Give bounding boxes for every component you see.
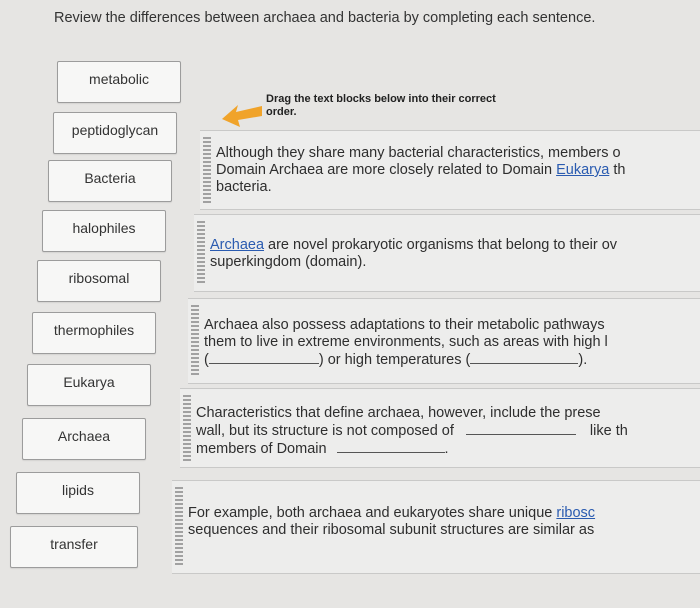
drag-handle-icon[interactable]	[191, 305, 199, 377]
word-block-bacteria[interactable]: Bacteria	[48, 160, 172, 202]
drag-handle-icon[interactable]	[197, 221, 205, 285]
word-block-halophiles[interactable]: halophiles	[42, 210, 166, 252]
blank-bacteria-field[interactable]	[337, 440, 445, 453]
word-block-eukarya[interactable]: Eukarya	[27, 364, 151, 406]
blank-thermophiles-field[interactable]	[470, 351, 578, 364]
word-block-ribosomal[interactable]: ribosomal	[37, 260, 161, 302]
word-block-thermophiles[interactable]: thermophiles	[32, 312, 156, 354]
sentence-block-3[interactable]: Archaea also possess adaptations to their metabolic pathways them to live in extreme environments, such as areas with high l ( ) or high temperatures ( ).	[188, 298, 700, 384]
drag-hint: Drag the text blocks below into their correct order.	[266, 93, 496, 118]
word-block-peptidoglycan[interactable]: peptidoglycan	[53, 112, 177, 154]
blank-peptidoglycan-field[interactable]	[466, 422, 576, 435]
drag-handle-icon[interactable]	[203, 137, 211, 203]
archaea-link[interactable]: Archaea	[210, 237, 265, 253]
drag-handle-icon[interactable]	[175, 487, 183, 567]
arrow-left-icon	[220, 99, 264, 129]
sentence-block-5[interactable]: For example, both archaea and eukaryotes share unique ribosc sequences and their ribosomal subunit structures are similar as	[172, 480, 700, 574]
word-block-metabolic[interactable]: metabolic	[57, 61, 181, 103]
ribosomal-link[interactable]: ribosc	[556, 505, 596, 521]
blank-halophiles-field[interactable]	[209, 351, 319, 364]
instruction-text: Review the differences between archaea and bacteria by completing each sentence.	[54, 10, 596, 26]
sentence-block-4[interactable]: Characteristics that define archaea, however, include the prese wall, but its structure is not composed of like th members of Domain .	[180, 388, 700, 468]
drag-handle-icon[interactable]	[183, 395, 191, 461]
word-block-transfer[interactable]: transfer	[10, 526, 138, 568]
sentence-block-1[interactable]: Although they share many bacterial characteristics, members o Domain Archaea are more closely related to Domain Eukarya th bacteria.	[200, 130, 700, 210]
sentence-block-2[interactable]: Archaea are novel prokaryotic organisms that belong to their ov superkingdom (domain).	[194, 214, 700, 292]
word-block-archaea[interactable]: Archaea	[22, 418, 146, 460]
word-block-lipids[interactable]: lipids	[16, 472, 140, 514]
eukarya-link[interactable]: Eukarya	[556, 162, 610, 178]
